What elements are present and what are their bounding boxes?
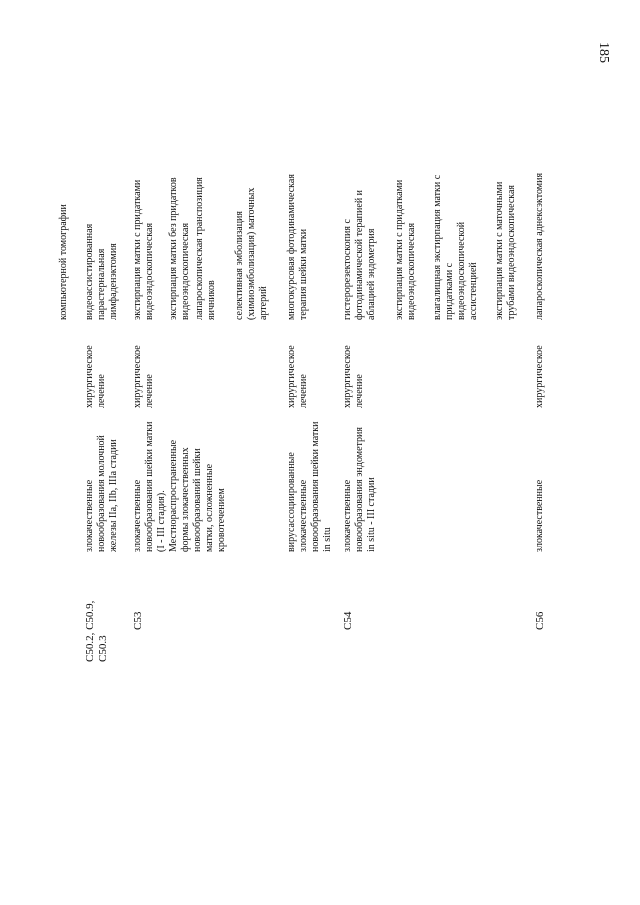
code-line: C56: [534, 611, 546, 630]
row-5-method-1: [534, 173, 546, 320]
treatment-line: хирургическое: [342, 345, 353, 408]
diagnosis-line: формы злокачественных: [180, 447, 191, 552]
row-2-diagnosis: [132, 422, 228, 552]
method-line: аблацией эндометрия: [366, 228, 377, 320]
diagnosis-line: злокачественные: [84, 479, 95, 552]
top-note: [58, 204, 70, 320]
treatment-line: хирургическое: [534, 345, 545, 408]
row-2-method-4: [234, 188, 270, 320]
diagnosis-line: злокачественные: [342, 479, 353, 552]
method-line: видеоэндоскопической: [456, 221, 467, 320]
row-3-treatment: [286, 345, 310, 408]
note-line: компьютерной томографии: [58, 204, 69, 320]
row-5-diagnosis: [534, 480, 546, 552]
row-2-method-1: [132, 180, 156, 320]
treatment-line: лечение: [354, 374, 365, 408]
method-line: многокурсовая фотодинамическая: [286, 174, 297, 320]
diagnosis-line: Местнораспространенные: [168, 439, 179, 552]
diagnosis-line: злокачественные: [534, 479, 545, 552]
diagnosis-line: новообразования молочной: [96, 435, 107, 552]
row-2-code: [132, 612, 145, 630]
row-5-treatment: [534, 345, 546, 408]
method-line: (химиоэмболизация) маточных: [246, 187, 257, 320]
diagnosis-line: кровотечением: [216, 488, 227, 552]
diagnosis-line: злокачественные: [298, 479, 309, 552]
method-line: трубами видеоэндоскопическая: [506, 184, 517, 320]
row-4-method-3: [432, 175, 480, 320]
method-line: экстирпация матки с маточными: [494, 181, 505, 320]
row-1-method-1: [84, 224, 120, 320]
row-4-method-1: [342, 190, 378, 320]
diagnosis-line: новообразования эндометрия: [354, 426, 365, 552]
row-4-code: [342, 612, 355, 630]
method-line: видеоассистированная: [84, 223, 95, 320]
method-line: экстирпация матки с придатками: [132, 179, 143, 320]
row-4-method-4: [494, 182, 518, 320]
treatment-line: хирургическое: [286, 345, 297, 408]
diagnosis-line: in situ - III стадии: [366, 477, 377, 552]
diagnosis-line: железы IIa, IIb, IIIa стадии: [108, 439, 119, 552]
method-line: лимфаденэктомия: [108, 243, 119, 320]
code-line: C53: [132, 611, 144, 630]
row-3-method-1: [286, 174, 310, 320]
diagnosis-line: новообразований шейки: [192, 448, 203, 552]
method-line: ассистенцией: [468, 262, 479, 320]
row-4-treatment: [342, 345, 366, 408]
diagnosis-line: вирусассоциированные: [286, 452, 297, 552]
method-line: видеоэндоскопическая: [406, 222, 417, 320]
method-line: экстирпация матки без придатков: [168, 177, 179, 320]
code-line: C54: [342, 611, 354, 630]
method-line: придатками с: [444, 262, 455, 320]
treatment-line: лечение: [144, 374, 155, 408]
page-number: 185: [596, 42, 611, 63]
method-line: лапароскопическая транспозиция: [194, 177, 205, 320]
treatment-line: лечение: [298, 374, 309, 408]
method-line: фотодинамической терапией и: [354, 189, 365, 320]
treatment-line: хирургическое: [132, 345, 143, 408]
row-2-method-2: [168, 177, 192, 320]
method-line: лапароскопическая аднексэктомия: [534, 172, 545, 320]
method-line: яичников: [206, 280, 217, 320]
method-line: видеоэндоскопическая: [144, 222, 155, 320]
diagnosis-line: in situ: [322, 527, 333, 552]
diagnosis-line: новообразования шейки матки: [144, 421, 155, 552]
row-1-treatment: [84, 345, 108, 408]
row-2-treatment: [132, 345, 156, 408]
method-line: влагалищная экстирпация матки с: [432, 174, 443, 320]
code-line: C50.2, C50.9,: [84, 600, 96, 662]
method-line: артерий: [258, 286, 269, 320]
treatment-line: лечение: [96, 374, 107, 408]
row-4-diagnosis: [342, 427, 378, 552]
row-1-diagnosis: [84, 435, 120, 552]
code-line: C50.3: [97, 635, 109, 662]
method-line: селективная эмболизация: [234, 210, 245, 320]
method-line: гистерорезектоскопия с: [342, 219, 353, 320]
row-2-method-3: [194, 177, 218, 320]
diagnosis-line: новообразования шейки матки: [310, 421, 321, 552]
method-line: экстирпация матки с придатками: [394, 179, 405, 320]
row-1-code: [84, 601, 110, 662]
diagnosis-line: (I - III стадия).: [156, 490, 167, 552]
row-5-code: [534, 612, 547, 630]
method-line: видеоэндоскопическая: [180, 222, 191, 320]
diagnosis-line: матки, осложненные: [204, 463, 215, 552]
row-4-method-2: [394, 180, 418, 320]
diagnosis-line: злокачественные: [132, 479, 143, 552]
method-line: терапия шейки матки: [298, 228, 309, 320]
row-3-diagnosis: [286, 422, 334, 552]
treatment-line: хирургическое: [84, 345, 95, 408]
method-line: парастернальная: [96, 248, 107, 320]
